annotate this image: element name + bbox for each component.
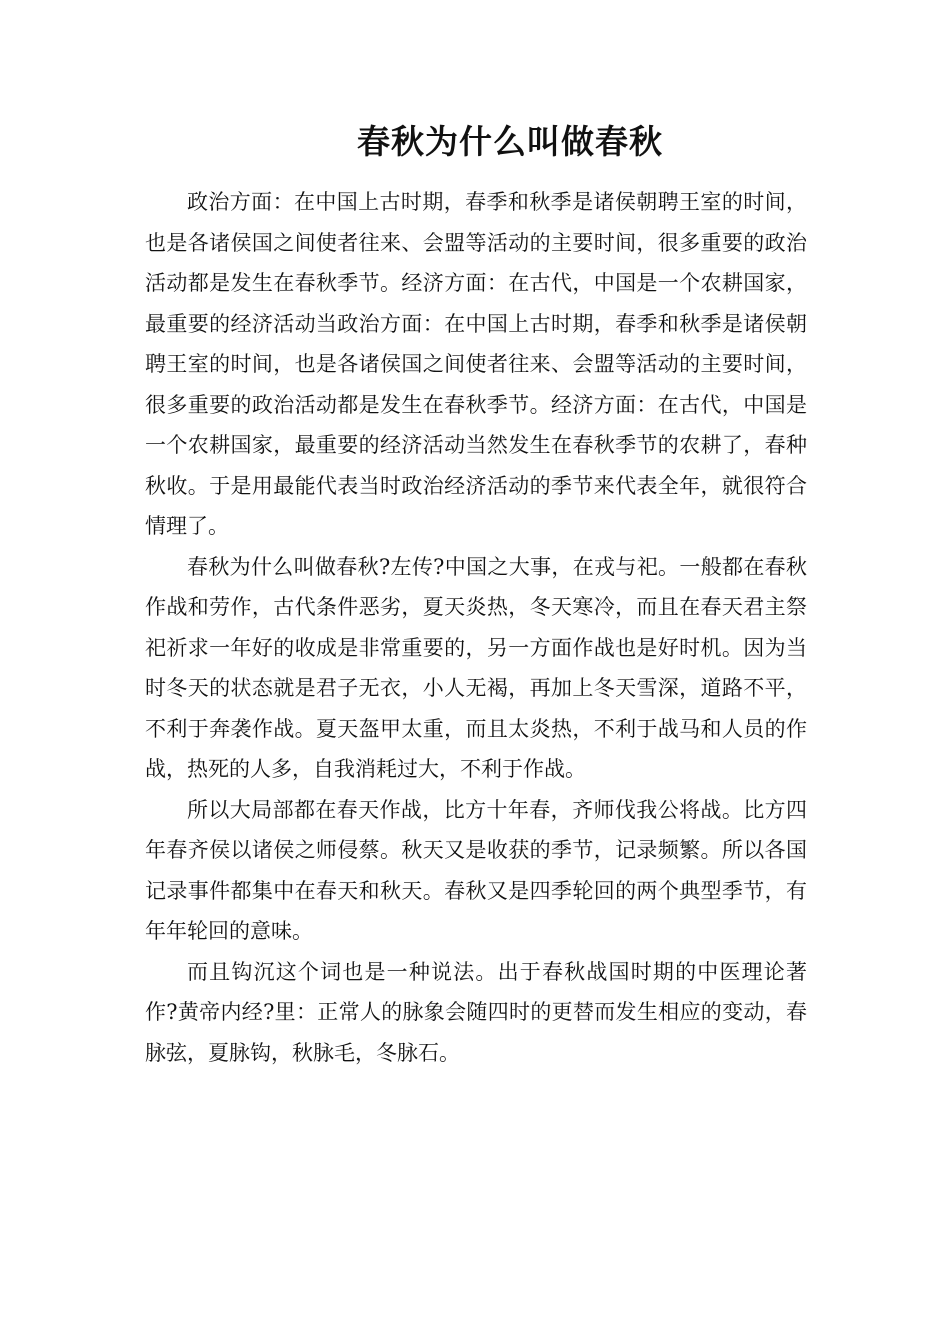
paragraph-politics-economy: 政治方面：在中国上古时期，春季和秋季是诸侯朝聘王室的时间，也是各诸侯国之间使者往来、会盟等活动的主要时间，很多重要的政治活动都是发生在春秋季节。经济方面：在古代，中国是一个农耕国家，最重要的经济活动当政治方面：在中国上古时期，春季和秋季是诸侯朝聘王室的时间，也是各诸侯国之间使者往来、会盟等活动的主要时间，很多重要的政治活动都是发生在春秋季节。经济方面：在古代，中国是一个农耕国家，最重要的经济活动当然发生在春秋季节的农耕了，春种秋收。于是用最能代表当时政治经济活动的季节来代表全年，就很符合情理了。 — [145, 190, 807, 538]
paragraph-spring-battles: 所以大局部都在春天作战，比方十年春，齐师伐我公将战。比方四年春齐侯以诸侯之师侵蔡。秋天又是收获的季节，记录频繁。所以各国记录事件都集中在春天和秋天。春秋又是四季轮回的两个典型季节，有年年轮回的意味。 — [145, 797, 807, 943]
paragraph-pulse-theory: 而且钩沉这个词也是一种说法。出于春秋战国时期的中医理论著作?黄帝内经?里：正常人的脉象会随四时的更替而发生相应的变动，春脉弦，夏脉钩，秋脉毛，冬脉石。 — [145, 959, 807, 1065]
document-title: 春秋为什么叫做春秋 — [357, 122, 663, 161]
paragraph-war-and-seasons: 春秋为什么叫做春秋?左传?中国之大事，在戎与祀。一般都在春秋作战和劳作，古代条件恶劣，夏天炎热，冬天寒冷，而且在春天君主祭祀祈求一年好的收成是非常重要的，另一方面作战也是好时机。因为当时冬天的状态就是君子无衣，小人无褐，再加上冬天雪深，道路不平，不利于奔袭作战。夏天盔甲太重，而且太炎热，不利于战马和人员的作战，热死的人多，自我消耗过大，不利于作战。 — [145, 554, 807, 781]
document-body — [145, 182, 807, 1073]
